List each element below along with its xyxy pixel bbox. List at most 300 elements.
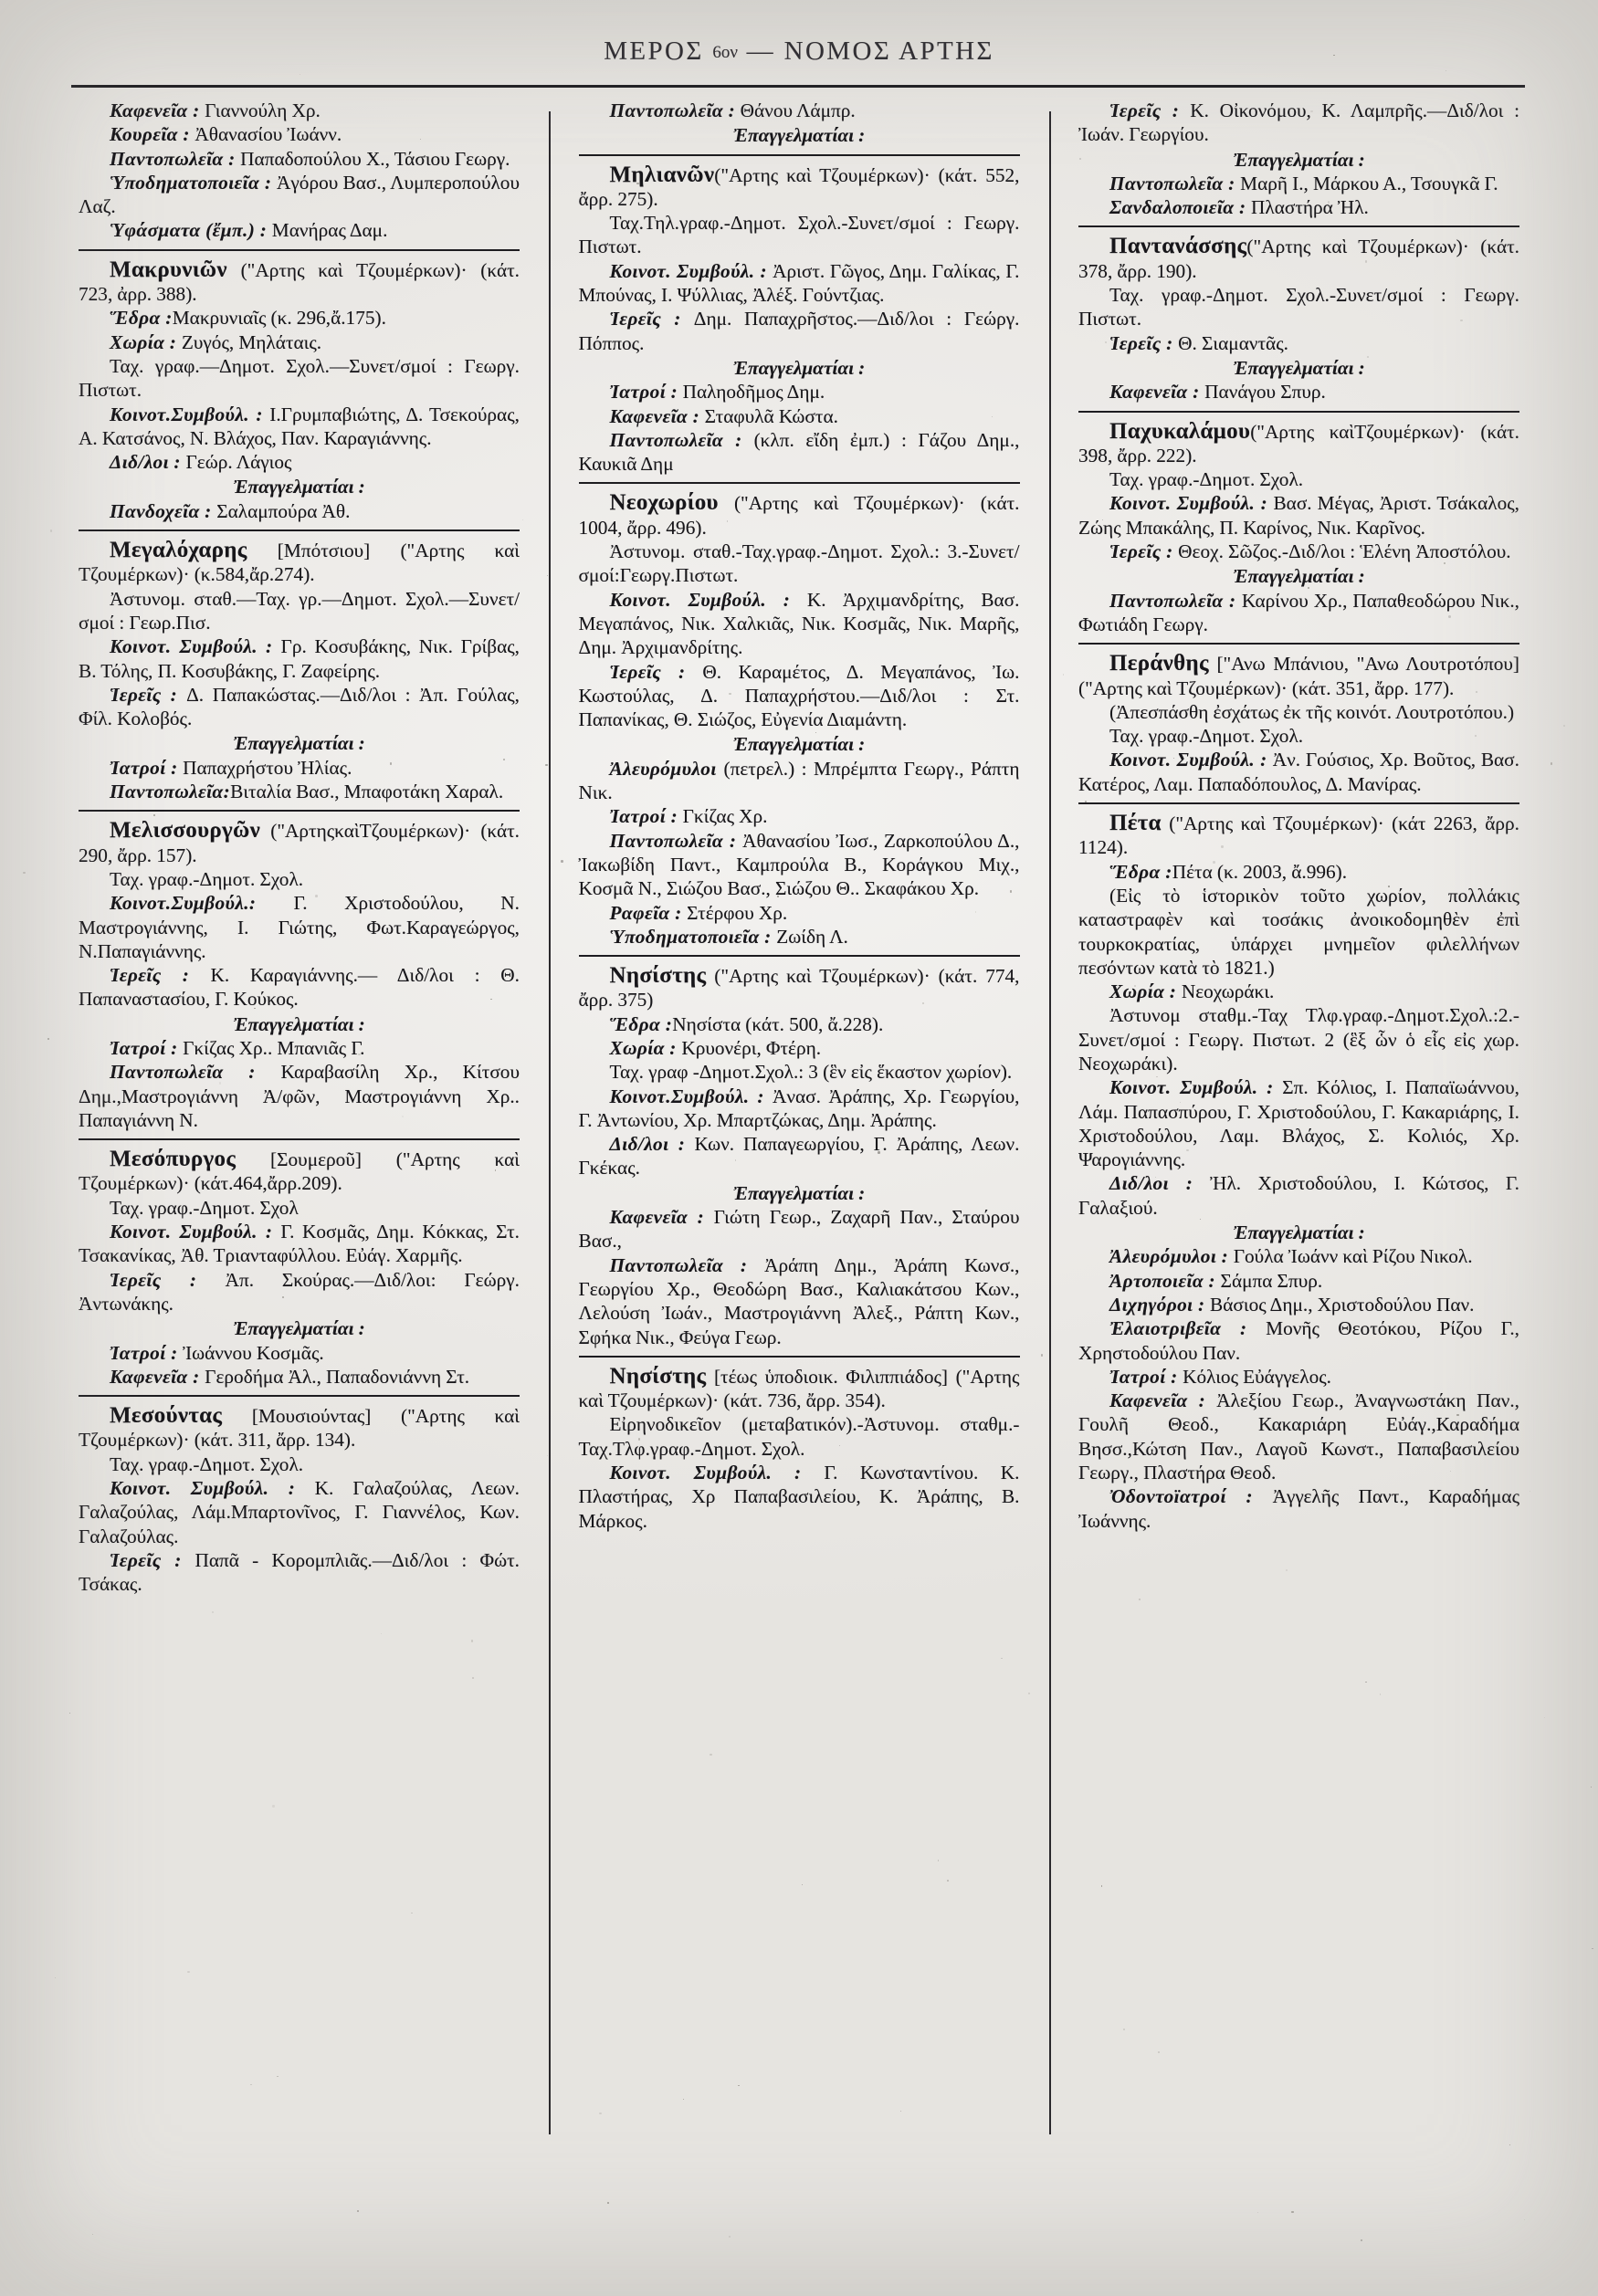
category-label: Χωρία : <box>1109 980 1182 1003</box>
entry-line <box>579 901 1020 925</box>
entry-line <box>1078 1365 1519 1389</box>
entry-separator <box>579 154 1020 156</box>
entry-text: Ἀγόρου Βασ., Λυμπεροπούλου Λαζ. <box>79 171 520 218</box>
village-name: Μεσόπυργος <box>110 1147 237 1172</box>
entry-separator <box>1078 802 1519 804</box>
entry-text: Ἀράπη Δημ., Ἀράπη Κωνσ., Γεωργίου Χρ., Θεοδώρη Βασ., Καλιακάτσου Κων., Λελούση Ἰωάν., Μαστρογιάννη Ἀλεξ., Ράπτη Κων., Σφήκα Νικ., Φεύγα Γεωρ. <box>578 1253 1020 1348</box>
village-entry <box>79 258 520 523</box>
village-name: Παντανάσσης <box>1109 234 1247 259</box>
entry-text: Γκίζας Χρ. <box>682 805 768 828</box>
entry-line <box>1078 884 1519 980</box>
entry-text: Γ. Χριστοδούλου, Ν. Μαστρογιάννης, Ι. Γιώτης, Φωτ.Καραγεώργος, Ν.Παπαγιάννης. <box>79 892 520 962</box>
category-label: Παντοπωλεῖα : <box>110 147 241 170</box>
entry-separator <box>79 1395 520 1397</box>
entry-text: Κ. Γαλαζούλας, Λεων. Γαλαζούλας, Λάμ.Μπαρτονῖνος, Γ. Γιαννέλος, Κων. Γαλαζούλας. <box>79 1477 520 1547</box>
entry-heading-line <box>1078 420 1519 468</box>
entry-text: Εἰρηνοδικεῖον (μεταβατικόν).-Ἀστυνομ. σταθμ.-Ταχ.Τλφ.γραφ.-Δημοτ. Σχολ. <box>578 1413 1020 1460</box>
entry-text: Ταχ. γραφ.—Δημοτ. Σχολ.—Συνετ/σμοί : Γεωργ. Πιστωτ. <box>79 354 520 402</box>
entry-heading-line <box>79 819 520 867</box>
professions-subheading: Ἐπαγγελματίαι : <box>233 476 365 498</box>
entry-line <box>579 804 1020 828</box>
entry-text: Ταχ. γραφ.-Δημοτ. Σχολ. <box>110 1452 304 1475</box>
village-entry <box>1078 235 1519 404</box>
entry-line <box>1078 980 1519 1003</box>
entry-text: Ταχ. γραφ -Δημοτ.Σχολ.: 3 (ἓν εἰς ἕκαστον χωρίον). <box>609 1061 1013 1084</box>
category-label: Καφενεῖα : <box>1109 381 1205 404</box>
entry-text: Γεώρ. Λάγιος <box>185 451 292 474</box>
entry-line <box>79 450 520 474</box>
entry-text: Ἀπ. Σκούρας.—Διδ/λοι: Γεώργ. Ἀντωνάκης. <box>79 1268 520 1315</box>
entry-line <box>79 354 520 403</box>
category-label: Παντοπωλεῖα: <box>110 781 231 803</box>
category-label: Ἰατροί : <box>110 756 184 779</box>
entry-text: Νεοχωράκι. <box>1181 980 1275 1003</box>
running-head-dash: — <box>746 37 775 66</box>
category-label: Ἱερεῖς : <box>110 1268 226 1291</box>
entry-text: Ἀνασ. Ἀράπης, Χρ. Γεωργίου, Γ. Ἀντωνίου, Χρ. Μπαρτζώκας, Δημ. Ἀράπης. <box>578 1085 1020 1131</box>
entry-text: Κρυονέρι, Φτέρη. <box>681 1036 822 1059</box>
village-entry <box>79 1404 520 1596</box>
entry-line <box>79 147 520 171</box>
professions-subheading: Ἐπαγγελματίαι : <box>1233 1221 1365 1244</box>
entry-line <box>1078 540 1519 563</box>
entry-text: (πετρελ.) : Μπρέμπτα Γεωργ., Ράπτη Νικ. <box>578 757 1020 804</box>
entry-line <box>79 1341 520 1365</box>
entry-continuation <box>79 99 520 243</box>
category-label: Παντοπωλεῖα : <box>609 428 754 451</box>
category-label: Διδ/λοι : <box>1109 1172 1211 1195</box>
entry-text: Κ. Καραγιάννης.— Διδ/λοι : Θ. Παπαναστασίου, Γ. Κούκος. <box>79 964 520 1011</box>
category-label: Κουρεῖα : <box>110 123 195 146</box>
entry-line <box>79 891 520 963</box>
entry-line <box>79 587 520 635</box>
entry-line <box>79 1036 520 1060</box>
village-entry <box>79 819 520 1132</box>
category-label: Κοινοτ.Συμβούλ. : <box>609 1085 773 1107</box>
category-label: Ἕδρα : <box>1109 860 1172 883</box>
entry-separator <box>79 1138 520 1140</box>
category-label: Ὑποδηματοποιεῖα : <box>110 171 278 194</box>
entry-line <box>1078 99 1519 147</box>
entry-text: Ταχ. γραφ.-Δημοτ. Σχολ. <box>1109 468 1304 491</box>
village-meta: ["Ανω Μπάνιου, "Ανω Λουτροτόπου] ("Αρτης καὶ Τζουμέρκων)· (κάτ. 351, ἄρρ. 177). <box>1078 653 1519 699</box>
entry-text: Ἀλεξίου Γεωρ., Ἀναγνωστάκη Παν., Γουλῆ Θεοδ., Κακαριάρη Εὐάγ.,Καραδήμα Βησσ.,Κώτση Παν., Λαγοῦ Κωνστ., Παπαβασιλείου Γεωργ., Πλαστήρα Θεοδ. <box>1078 1389 1519 1484</box>
category-label: Κοινοτ. Συμβούλ. : <box>110 635 281 658</box>
entry-line <box>1078 491 1519 540</box>
category-label: Ραφεῖα : <box>609 901 688 924</box>
entry-text: Κων. Παπαγεωργίου, Γ. Ἀράπης, Λεων. Γκέκας. <box>578 1133 1020 1179</box>
entry-text: Θεοχ. Σῶζος.-Διδ/λοι : Ἑλένη Ἀποστόλου. <box>1178 540 1511 563</box>
category-label: Κοινοτ. Συμβούλ. : <box>110 1221 281 1243</box>
category-label: Κοινοτ. Συμβούλ. : <box>609 588 807 611</box>
entry-text: Θ. Σιαμαντᾶς. <box>1178 331 1288 354</box>
village-entry <box>79 1148 520 1389</box>
entry-line <box>79 122 520 146</box>
entry-heading-line <box>579 964 1020 1012</box>
entry-line <box>79 99 520 122</box>
entry-line <box>1078 1075 1519 1171</box>
category-label: Πανδοχεῖα : <box>110 499 217 522</box>
entry-line <box>579 404 1020 428</box>
entry-line <box>579 1461 1020 1533</box>
category-label: Ἕδρα : <box>110 307 173 330</box>
entry-text: Ι.Γρυμπαβιώτης, Δ. Τσεκούρας, Α. Κατσάνος, Ν. Βλάχος, Παν. Καραγιάννης. <box>79 403 520 449</box>
entry-line <box>79 756 520 780</box>
entry-line <box>579 540 1020 588</box>
entry-text: Μανήρας Δαμ. <box>271 219 388 242</box>
entry-text: Ἀγγελῆς Παντ., Καραδήμας Ἰωάννης. <box>1078 1485 1519 1532</box>
entry-separator <box>79 810 520 812</box>
column-2 <box>572 99 1027 2271</box>
entry-heading-line <box>1078 235 1519 283</box>
entry-line <box>79 634 520 683</box>
entry-text: Ζυγός, Μηλάταις. <box>181 330 322 353</box>
running-head-part: ΜΕΡΟΣ <box>604 37 704 66</box>
category-label: Κοινοτ.Συμβούλ.: <box>110 892 294 915</box>
entry-line <box>79 1365 520 1389</box>
professions-subheading: Ἐπαγγελματίαι : <box>732 124 866 147</box>
category-label: Καφενεῖα : <box>609 404 705 427</box>
village-entry <box>1078 652 1519 796</box>
category-label: Ἰατροί : <box>609 381 683 404</box>
village-meta: ("Αρτης καὶ Τζουμέρκων)· (κάτ. 378, ἄρρ. 190). <box>1078 236 1519 282</box>
entry-separator <box>579 1356 1020 1358</box>
entry-line <box>1078 1293 1519 1316</box>
category-label: Κοινοτ. Συμβούλ. : <box>609 259 773 282</box>
entry-text: Δημ. Παπαχρῆστος.—Διδ/λοι : Γεώργ. Πόππος. <box>578 308 1020 354</box>
village-entry <box>1078 420 1519 637</box>
category-label: Κοινοτ. Συμβούλ. : <box>1109 492 1274 515</box>
village-entry <box>579 491 1020 949</box>
entry-text: Ταχ. γραφ.-Δημοτ. Σχολ.-Συνετ/σμοί : Γεωργ. Πιστωτ. <box>1078 284 1519 330</box>
village-meta: ("ΑρτηςκαὶΤζουμέρκων)· (κάτ. 290, ἄρρ. 157). <box>79 820 520 866</box>
entry-text: Μονῆς Θεοτόκου, Ρίζου Γ., Χρηστοδούλου Παν. <box>1078 1317 1519 1364</box>
entry-separator <box>79 249 520 251</box>
entry-line <box>79 330 520 354</box>
entry-text: (Εἰς τὸ ἱστορικὸν τοῦτο χωρίον, πολλάκις καταστραφὲν καὶ τοσάκις ἀνοικοδομηθὲν ἐπὶ τουρκοκρατίας, ὑπάρχει μνημεῖον φιλελλήνων πεσόντων κατὰ τὸ 1821.) <box>1078 884 1519 979</box>
village-meta: ("Αρτης καὶ Τζουμέρκων)· (κάτ. 552, ἄρρ. 275). <box>578 163 1020 210</box>
category-label: Ἰατροί : <box>110 1036 184 1059</box>
category-label: Παντοπωλεῖα : <box>1109 172 1241 194</box>
entry-line <box>579 1012 1020 1036</box>
village-name: Μεγαλόχαρης <box>110 538 247 563</box>
entry-line <box>1078 1269 1519 1293</box>
category-label: Ἕδρα : <box>609 1012 673 1035</box>
professions-subheading: Ἐπαγγελματίαι : <box>1233 565 1365 588</box>
category-label: Καφενεῖα : <box>110 100 205 121</box>
entry-text: Ζωίδη Λ. <box>776 925 848 948</box>
entry-text: Ταχ. γραφ.-Δημοτ. Σχολ. <box>110 867 304 890</box>
entry-line <box>579 380 1020 404</box>
entry-heading-line <box>79 258 520 307</box>
category-label: Ἀλευρόμυλοι <box>609 757 724 780</box>
entry-heading-line <box>1078 812 1519 860</box>
entry-line <box>1078 1389 1519 1484</box>
entry-text: Παπαχρήστου Ἠλίας. <box>183 756 352 779</box>
category-label: Κοινοτ.Συμβούλ. : <box>110 403 270 425</box>
entry-text: Κ. Ἀρχιμανδρίτης, Βασ. Μεγαπάνος, Νικ. Χαλκιᾶς, Νικ. Κοσμᾶς, Νικ. Μαρῆς, Δημ. Ἀρχιμανδρίτης. <box>578 588 1020 659</box>
entry-line <box>79 403 520 451</box>
entry-line <box>1078 589 1519 637</box>
entry-separator <box>1078 643 1519 645</box>
entry-line <box>79 306 520 330</box>
category-label: Διχηγόροι : <box>1109 1293 1211 1316</box>
entry-line <box>79 1452 520 1476</box>
entry-line <box>1078 172 1519 195</box>
column-divider-1 <box>527 99 572 2271</box>
entry-heading-line <box>79 1404 520 1452</box>
entry-text: Παπᾶ - Κορομπλιᾶς.—Διδ/λοι : Φώτ. Τσάκας. <box>79 1548 520 1596</box>
entry-line <box>79 218 520 242</box>
category-label: Χωρία : <box>110 330 182 353</box>
professions-subheading: Ἐπαγγελματίαι : <box>732 733 866 756</box>
entry-heading-line <box>579 163 1020 212</box>
entry-text: Γ. Κωνσταντίνου. Κ. Πλαστήρας, Χρ Παπαβασιλείου, Κ. Ἀράπης, Β. Μάρκος. <box>578 1462 1020 1532</box>
entry-line <box>1078 1003 1519 1075</box>
category-label: Κοινοτ. Συμβούλ. : <box>1109 1076 1283 1099</box>
entry-text: Θάνου Λάμπρ. <box>740 100 856 121</box>
entry-text: Κ. Οἰκονόμου, Κ. Λαμπρῆς.—Διδ/λοι : Ἰωάν. Γεωργίου. <box>1078 100 1519 146</box>
entry-line <box>79 1268 520 1316</box>
village-name: Μεσούντας <box>110 1403 223 1429</box>
entry-text: Μαρῆ Ι., Μάρκου Α., Τσουγκᾶ Γ. <box>1240 172 1498 194</box>
entry-line <box>579 1060 1020 1084</box>
category-label: Ἱερεῖς : <box>110 683 187 706</box>
entry-line <box>79 867 520 891</box>
category-label: Ὀδοντοϊατροί : <box>1109 1485 1273 1508</box>
entry-text: Ἀστυνομ σταθμ.-Ταχ Τλφ.γραφ.-Δημοτ.Σχολ.:2.-Συνετ/σμοί : Γεωργ. Πιστωτ. 2 (ἓξ ὧν ὁ εἷς εἰς χωρ. Νεοχωράκι). <box>1078 1004 1519 1075</box>
entry-continuation <box>579 99 1020 148</box>
column-divider-2 <box>1027 99 1072 2271</box>
entry-text: Ἠλ. Χριστοδούλου, Ι. Κώτσος, Γ. Γαλαξιού. <box>1078 1172 1519 1219</box>
entry-line <box>79 683 520 731</box>
entry-text: Γιώτη Γεωρ., Ζαχαρῆ Παν., Σταύρου Βασ., <box>578 1206 1020 1253</box>
column-container <box>71 99 1527 2271</box>
village-entry <box>579 163 1020 477</box>
category-label: Παντοπωλεῖα : <box>609 829 743 852</box>
entry-text: Βασ. Μέγας, Ἀριστ. Τσάκαλος, Ζώης Μπακάλης, Π. Καρίνος, Νικ. Καρῖνος. <box>1078 492 1519 539</box>
entry-line <box>579 588 1020 660</box>
entry-text: (κλπ. εἴδη ἐμπ.) : Γάζου Δημ., Καυκιᾶ Δημ <box>578 428 1020 476</box>
village-entry <box>579 1365 1020 1533</box>
entry-text: Γιαννούλη Χρ. <box>205 100 321 121</box>
entry-line <box>1078 748 1519 796</box>
village-meta: [Σουμεροῦ] ("Αρτης καὶ Τζουμέρκων)· (κάτ.464,ἄρρ.209). <box>79 1148 520 1195</box>
category-label: Καφενεῖα : <box>609 1206 714 1229</box>
entry-line <box>79 780 520 803</box>
entry-text: Βάσιος Δημ., Χριστοδούλου Παν. <box>1210 1293 1475 1316</box>
entry-text: Παληοδῆμος Δημ. <box>682 381 825 404</box>
entry-line <box>579 829 1020 901</box>
entry-text: Γούλα Ἰωάνν καὶ Ρίζου Νικολ. <box>1233 1245 1473 1268</box>
entry-line <box>579 1412 1020 1461</box>
category-label: Καφενεῖα : <box>110 1365 205 1388</box>
entry-text: Σταφυλᾶ Κώστα. <box>704 404 838 427</box>
entry-line <box>1078 700 1519 724</box>
category-label: Ἱερεῖς : <box>1109 331 1179 354</box>
entry-line <box>579 99 1020 122</box>
column-1 <box>71 99 527 2271</box>
entry-text: Στέρφου Χρ. <box>687 901 788 924</box>
entry-text: Γρ. Κοσυβάκης, Νικ. Γρίβας, Β. Τόλης, Π. Κοσυβάκης, Γ. Ζαφείρης. <box>79 635 520 682</box>
entry-line <box>579 1205 1020 1253</box>
village-meta: ("Αρτης καὶ Τζουμέρκων)· (κάτ. 723, ἀρρ. 388). <box>79 258 520 306</box>
village-meta: ("Αρτης καὶΤζουμέρκων)· (κάτ. 398, ἄρρ. 222). <box>1078 420 1519 467</box>
village-name: Μακρυνιῶν <box>110 257 227 282</box>
entry-heading-line <box>579 491 1020 540</box>
entry-text: Σαλαμπούρα Ἀθ. <box>216 499 351 522</box>
entry-text: Γεροδήμα Ἀλ., Παπαδονιάννη Στ. <box>205 1365 470 1388</box>
entry-text: Πανάγου Σπυρ. <box>1204 381 1326 404</box>
entry-text: Καρίνου Χρ., Παπαθεοδώρου Νικ., Φωτιάδη Γεωργ. <box>1078 589 1520 635</box>
category-label: Καφενεῖα : <box>1109 1389 1217 1412</box>
entry-separator <box>1078 411 1519 413</box>
professions-subheading: Ἐπαγγελματίαι : <box>1233 148 1365 171</box>
entry-separator <box>579 482 1020 484</box>
category-label: Κοινοτ. Συμβούλ. : <box>110 1477 315 1500</box>
entry-text: Θ. Καραμέτος, Δ. Μεγαπάνος, Ἰω. Κωστούλας, Δ. Παπαχρήστου.—Διδ/λοι : Στ. Παπανίκας, Θ. Σιώζος, Εὐγενία Διαμάντη. <box>578 660 1020 731</box>
header-rule <box>71 85 1525 88</box>
entry-line <box>579 1085 1020 1133</box>
entry-line <box>1078 283 1519 331</box>
running-head-region: ΝΟΜΟΣ ΑΡΤΗΣ <box>783 37 994 66</box>
category-label: Ἱερεῖς : <box>110 964 211 987</box>
entry-text: Ταχ. γραφ.-Δημοτ. Σχολ <box>110 1196 299 1219</box>
entry-line <box>579 1036 1020 1060</box>
village-entry <box>79 539 520 803</box>
entry-line <box>79 1476 520 1548</box>
entry-line <box>79 1220 520 1268</box>
entry-line <box>579 428 1020 477</box>
category-label: Ἰατροί : <box>609 805 683 828</box>
category-label: Διδ/λοι : <box>110 451 186 474</box>
entry-text: Μακρυνιαῖς (κ. 296,ἄ.175). <box>172 307 386 330</box>
entry-line <box>1078 195 1519 219</box>
entry-line <box>579 660 1020 732</box>
professions-subheading: Ἐπαγγελματίαι : <box>732 1181 866 1204</box>
professions-subheading: Ἐπαγγελματίαι : <box>233 1317 365 1340</box>
entry-text: Ἀστυνομ. σταθ.-Ταχ.γραφ.-Δημοτ. Σχολ.: 3.-Συνετ/σμοί:Γεωργ.Πιστωτ. <box>578 540 1020 587</box>
category-label: Ἱερεῖς : <box>110 1548 195 1571</box>
entry-line <box>579 1132 1020 1180</box>
village-name: Νησίστης <box>609 1363 707 1389</box>
category-label: Ἱερεῖς : <box>609 308 694 330</box>
village-name: Πέτα <box>1109 811 1162 836</box>
category-label: Παντοπωλεῖα : <box>1109 589 1242 612</box>
entry-line <box>1078 380 1519 404</box>
entry-line <box>1078 1244 1519 1268</box>
category-label: Ἐλαιοτριβεῖα : <box>1109 1317 1267 1340</box>
category-label: Παντοπωλεῖα : <box>609 1253 765 1276</box>
professions-subheading: Ἐπαγγελματίαι : <box>732 356 866 379</box>
village-name: Περάνθης <box>1109 651 1209 676</box>
category-label: Ἰατροί : <box>110 1341 184 1364</box>
category-label: Ἱερεῖς : <box>1109 540 1179 563</box>
entry-continuation <box>1078 99 1519 219</box>
entry-line <box>1078 331 1519 355</box>
professions-subheading: Ἐπαγγελματίαι : <box>233 1012 365 1035</box>
village-meta: ("Αρτης καὶ Τζουμέρκων)· (κάτ. 774, ἄρρ. 375) <box>578 965 1020 1012</box>
entry-text: Ἀστυνομ. σταθ.—Ταχ. γρ.—Δημοτ. Σχολ.—Συνετ/σμοί : Γεωρ.Πισ. <box>79 587 520 634</box>
category-label: Ἱερεῖς : <box>1109 100 1191 121</box>
village-name: Νεοχωρίου <box>609 490 719 516</box>
entry-line <box>1078 1316 1519 1365</box>
village-meta: ("Αρτης καὶ Τζουμέρκων)· (κάτ. 1004, ἄρρ. 496). <box>578 492 1020 539</box>
entry-text: Βιταλία Βασ., Μπαφοτάκη Χαραλ. <box>230 781 504 803</box>
category-label: Ὑποδηματοποιεῖα : <box>609 925 777 948</box>
category-label: Παντοπωλεῖα : <box>110 1061 281 1084</box>
village-name: Παχυκαλάμου <box>1109 418 1251 444</box>
entry-line <box>579 925 1020 949</box>
entry-text: Νησίστα (κάτ. 500, ἄ.228). <box>672 1012 884 1035</box>
entry-text: Ἰωάννου Κοσμᾶς. <box>183 1341 324 1364</box>
entry-line <box>79 171 520 219</box>
entry-line <box>1078 467 1519 491</box>
entry-line <box>579 1253 1020 1349</box>
entry-line <box>579 307 1020 355</box>
professions-subheading: Ἐπαγγελματίαι : <box>1233 356 1365 379</box>
entry-text: Σπ. Κόλιος, Ι. Παπαϊωάννου, Λάμ. Παπασπύρου, Γ. Χριστοδούλου, Γ. Κακαριάρης, Ι. Χριστοδούλου, Λαμ. Βλάχος, Σ. Κολιός, Χρ. Ψαρογιάννης. <box>1078 1076 1520 1171</box>
village-name: Μηλιανῶν <box>609 162 715 187</box>
village-name: Νησίστης <box>609 963 707 989</box>
village-meta: [Μουσιούντας] ("Αρτης καὶ Τζουμέρκων)· (κάτ. 311, ἄρρ. 134). <box>79 1405 520 1452</box>
village-entry <box>579 964 1020 1349</box>
entry-line <box>579 259 1020 308</box>
entry-line <box>579 757 1020 805</box>
entry-line <box>1078 860 1519 884</box>
category-label: Ἀλευρόμυλοι : <box>1109 1245 1234 1268</box>
village-meta: [τέως ὑποδιοικ. Φιλιππιάδος] ("Αρτης καὶ Τζουμέρκων)· (κάτ. 736, ἄρρ. 354). <box>578 1365 1020 1412</box>
entry-text: Παπαδοπούλου Χ., Τάσιου Γεωργ. <box>240 147 510 170</box>
entry-text: Σάμπα Σπυρ. <box>1220 1269 1323 1292</box>
entry-line <box>79 963 520 1012</box>
professions-subheading: Ἐπαγγελματίαι : <box>233 732 365 755</box>
entry-text: Ταχ. γραφ.-Δημοτ. Σχολ. <box>1109 725 1304 748</box>
category-label: Παντοπωλεῖα : <box>609 100 741 121</box>
entry-text: Ἀριστ. Γῶγος, Δημ. Γαλίκας, Γ. Μπούνας, Ι. Ψύλλιας, Ἀλέξ. Γούντζιας. <box>578 259 1020 307</box>
village-meta: ("Αρτης καὶ Τζουμέρκων)· (κάτ 2263, ἄρρ. 1124). <box>1078 813 1519 859</box>
entry-separator <box>579 955 1020 957</box>
category-label: Σανδαλοποιεῖα : <box>1109 196 1251 219</box>
category-label: Ἰατροί : <box>1109 1365 1183 1388</box>
running-head <box>0 37 1598 67</box>
village-name: Μελισσουργῶν <box>110 818 261 844</box>
village-entry <box>1078 812 1519 1533</box>
category-label: Ἱερεῖς : <box>609 660 703 683</box>
village-meta: [Μπότσιου] ("Αρτης καὶ Τζουμέρκων)· (κ.584,ἄρ.274). <box>79 540 520 586</box>
entry-separator <box>79 529 520 531</box>
entry-line <box>579 211 1020 259</box>
entry-line <box>79 1060 520 1132</box>
entry-heading-line <box>79 1148 520 1196</box>
entry-line <box>1078 724 1519 748</box>
entry-heading-line <box>1078 652 1519 700</box>
entry-text: Ἀθανασίου Ἰωσ., Ζαρκοπούλου Δ., Ἰακωβίδη Παντ., Καμπρούλα Β., Κοράγκου Μιχ., Κοσμᾶ Ν., Σιώζου Βασ., Σιώζου Θ.. Σκαφάκου Χρ. <box>578 829 1020 900</box>
entry-text: Κόλιος Εὐάγγελος. <box>1183 1365 1331 1388</box>
column-3 <box>1071 99 1527 2271</box>
entry-text: Ἀθανασίου Ἰωάνν. <box>194 123 342 146</box>
entry-line <box>79 499 520 523</box>
entry-heading-line <box>579 1365 1020 1413</box>
running-head-ordinal: 6ον <box>712 43 738 62</box>
entry-line <box>79 1196 520 1220</box>
entry-text: Πλαστήρα Ἠλ. <box>1250 196 1369 219</box>
entry-text: Δ. Παπακώστας.—Διδ/λοι : Ἀπ. Γούλας, Φίλ. Κολοβός. <box>79 683 520 730</box>
category-label: Χωρία : <box>609 1036 682 1059</box>
entry-text: Ταχ.Τηλ.γραφ.-Δημοτ. Σχολ.-Συνετ/σμοί : Γεωργ. Πιστωτ. <box>578 212 1020 258</box>
entry-separator <box>1078 225 1519 227</box>
entry-line <box>1078 1484 1519 1533</box>
